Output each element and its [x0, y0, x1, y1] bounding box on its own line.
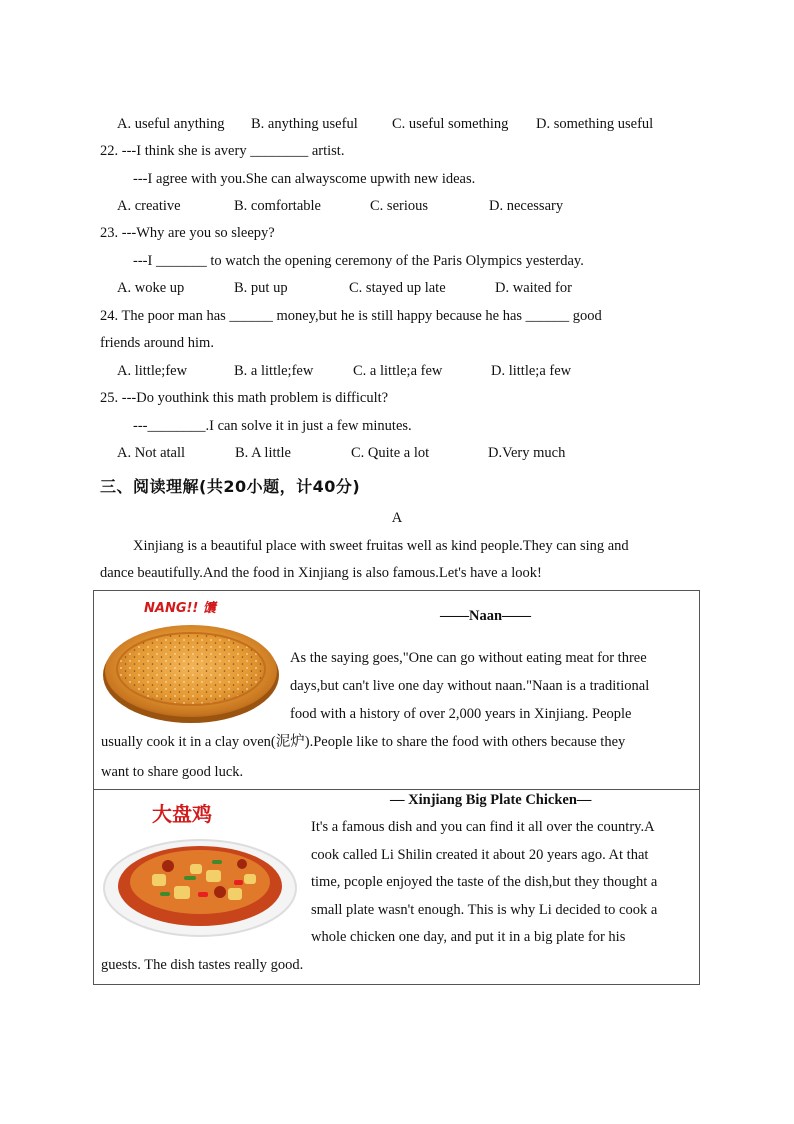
chicken-line-5: whole chicken one day, and put it in a big plate for his — [311, 929, 626, 945]
chicken-line-3: time, pcople enjoyed the taste of the dish,but they thought a — [311, 874, 658, 890]
q24-option-d: D. little;a few — [491, 363, 572, 379]
q22-reply: ---I agree with you.She can alwayscome upwith new ideas. — [133, 171, 476, 187]
food-table — [93, 590, 700, 985]
naan-title: ——Naan—— — [440, 608, 532, 624]
naan-line-4: usually cook it in a clay oven(泥炉).People like to share the food with others because they — [101, 734, 626, 750]
q22-prompt: 22. ---I think she is avery ________ artist. — [100, 143, 345, 159]
q25-reply: ---________.I can solve it in just a few minutes. — [133, 418, 412, 434]
chicken-line-6: guests. The dish tastes really good. — [101, 957, 304, 973]
intro-line-2: dance beautifully.And the food in Xinjiang is also famous.Let's have a look! — [100, 565, 542, 581]
q22-option-b: B. comfortable — [234, 198, 321, 214]
naan-line-1: As the saying goes,"One can go without eating meat for three — [290, 650, 647, 666]
chicken-line-2: cook called Li Shilin created it about 20 years ago. At that — [311, 847, 649, 863]
chicken-cell — [94, 790, 700, 985]
q21-option-d: D. something useful — [536, 116, 654, 132]
q22-option-d: D. necessary — [489, 198, 564, 214]
q25-option-a: A. Not atall — [117, 445, 186, 461]
q23-reply: ---I _______ to watch the opening ceremony of the Paris Olympics yesterday. — [133, 253, 584, 269]
q21-option-b: B. anything useful — [251, 116, 358, 132]
chicken-logo: 大盘鸡 — [152, 802, 212, 826]
chicken-image — [102, 830, 298, 945]
passage-label: A — [391, 510, 403, 526]
q21-option-c: C. useful something — [392, 116, 509, 132]
q24-option-b: B. a little;few — [234, 363, 314, 379]
intro-line-1: Xinjiang is a beautiful place with sweet fruitas well as kind people.They can sing and — [133, 538, 629, 554]
q22-option-a: A. creative — [117, 198, 181, 214]
naan-image — [101, 617, 281, 732]
chicken-line-4: small plate wasn't enough. This is why Li decided to cook a — [311, 902, 658, 918]
naan-line-3: food with a history of over 2,000 years in Xinjiang. People — [290, 706, 632, 722]
q23-prompt: 23. ---Why are you so sleepy? — [100, 225, 275, 241]
section-heading: 三、阅读理解(共20小题，计40分) — [100, 477, 361, 496]
q24-option-c: C. a little;a few — [353, 363, 443, 379]
naan-line-5: want to share good luck. — [101, 764, 244, 780]
q23-option-b: B. put up — [234, 280, 288, 296]
q23-option-a: A. woke up — [117, 280, 185, 296]
naan-cell — [94, 591, 700, 790]
chicken-title: — Xinjiang Big Plate Chicken— — [390, 792, 592, 808]
q24-prompt-line2: friends around him. — [100, 335, 214, 351]
q23-option-c: C. stayed up late — [349, 280, 446, 296]
chicken-line-1: It's a famous dish and you can find it all over the country.A — [311, 819, 655, 835]
q23-option-d: D. waited for — [495, 280, 572, 296]
q21-option-a: A. useful anything — [117, 116, 225, 132]
q22-option-c: C. serious — [370, 198, 428, 214]
q25-option-d: D.Very much — [488, 445, 566, 461]
q25-option-c: C. Quite a lot — [351, 445, 430, 461]
q25-option-b: B. A little — [235, 445, 291, 461]
q24-prompt-line1: 24. The poor man has ______ money,but he is still happy because he has ______ good — [100, 308, 602, 324]
q24-option-a: A. little;few — [117, 363, 188, 379]
q25-prompt: 25. ---Do youthink this math problem is difficult? — [100, 390, 389, 406]
naan-line-2: days,but can't live one day without naan."Naan is a traditional — [290, 678, 650, 694]
naan-logo: NANG!! 馕 — [144, 601, 216, 616]
